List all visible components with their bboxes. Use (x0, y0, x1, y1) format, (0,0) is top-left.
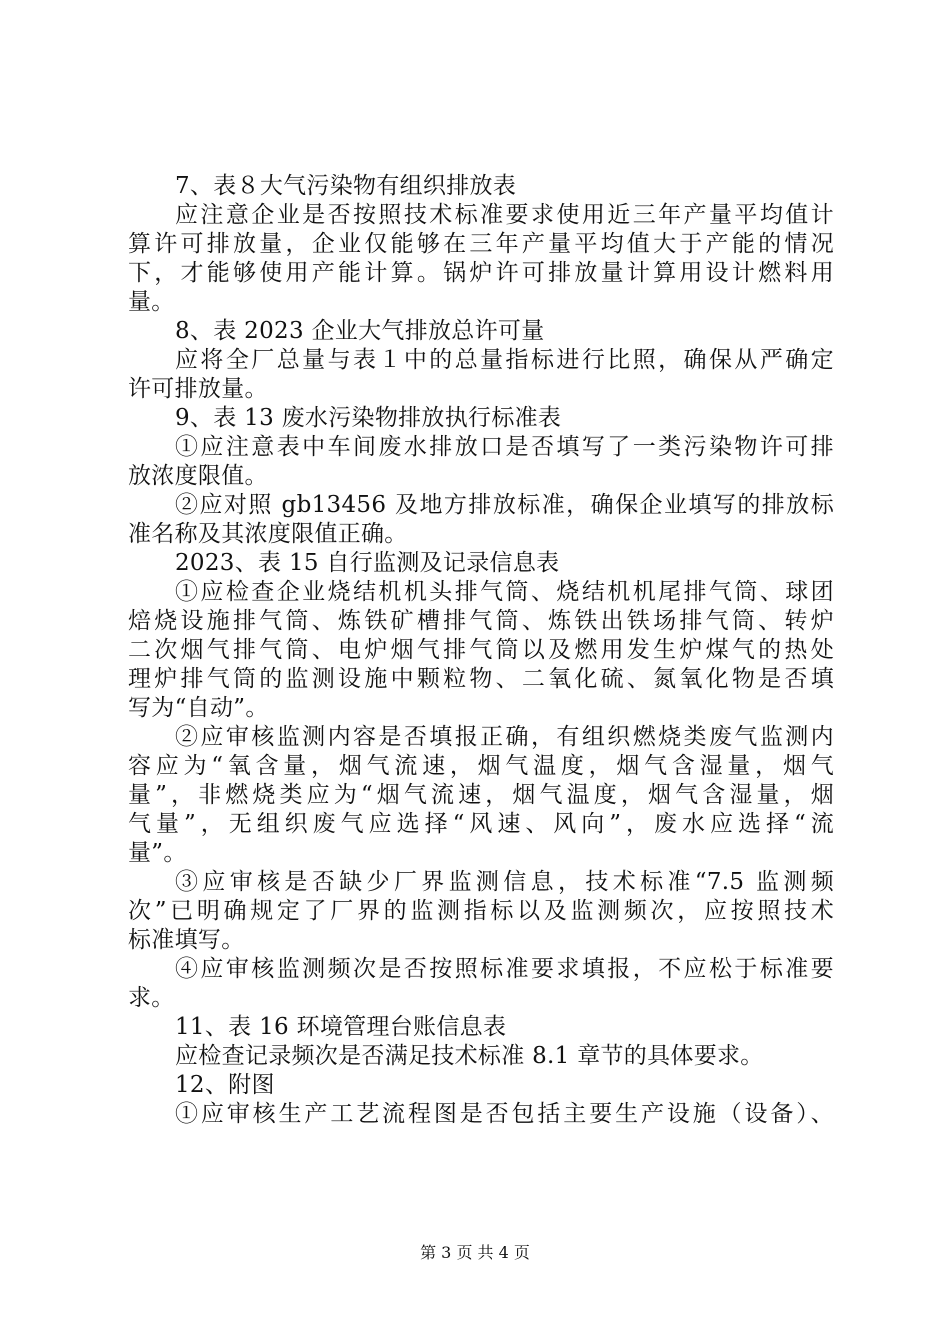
text-line: 下，才能够使用产能计算。锅炉许可排放量计算用设计燃料用 (128, 260, 834, 286)
text-line: 量”，非燃烧类应为“烟气流速，烟气温度，烟气含湿量，烟 (128, 782, 834, 808)
text-line: 理炉排气筒的监测设施中颗粒物、二氧化硫、氮氧化物是否填 (128, 666, 834, 692)
text-line: 标准填写。 (128, 927, 245, 953)
document-body (128, 172, 834, 1129)
text-line: 12、附图 (175, 1072, 275, 1098)
text-line: 11、表 16 环境管理台账信息表 (175, 1014, 507, 1040)
text-line: 应注意企业是否按照技术标准要求使用近三年产量平均值计 (175, 202, 834, 228)
text-line: ①应检查企业烧结机机头排气筒、烧结机机尾排气筒、球团 (175, 579, 834, 605)
text-line: 写为“自动”。 (128, 695, 269, 721)
text-line: ①应审核生产工艺流程图是否包括主要生产设施（设备）、 (175, 1101, 834, 1127)
text-line: 放浓度限值。 (128, 463, 268, 489)
text-line: 气量”，无组织废气应选择“风速、风向”，废水应选择“流 (128, 811, 834, 837)
text-line: 7、表８大气污染物有组织排放表 (175, 173, 517, 199)
text-line: ①应注意表中车间废水排放口是否填写了一类污染物许可排 (175, 434, 834, 460)
page-footer: 第 3 页 共 4 页 (420, 1243, 530, 1262)
text-line: ②应对照 gb13456 及地方排放标准，确保企业填写的排放标 (175, 492, 834, 518)
text-line: ②应审核监测内容是否填报正确，有组织燃烧类废气监测内 (175, 724, 834, 750)
text-line: 容应为“氧含量，烟气流速，烟气温度，烟气含湿量，烟气 (128, 753, 834, 779)
text-line: ③应审核是否缺少厂界监测信息，技术标准“7.5 监测频 (175, 869, 834, 895)
text-line: 准名称及其浓度限值正确。 (128, 521, 408, 547)
text-line: 应将全厂总量与表１中的总量指标进行比照，确保从严确定 (175, 347, 834, 373)
text-line: 8、表 2023 企业大气排放总许可量 (175, 318, 545, 344)
text-line: 2023、表 15 自行监测及记录信息表 (175, 550, 560, 576)
text-line: 9、表 13 废水污染物排放执行标准表 (175, 405, 562, 431)
text-line: 焙烧设施排气筒、炼铁矿槽排气筒、炼铁出铁场排气筒、转炉 (128, 608, 834, 634)
text-line: 量”。 (128, 840, 187, 866)
text-line: ④应审核监测频次是否按照标准要求填报，不应松于标准要 (175, 956, 834, 982)
text-line: 二次烟气排气筒、电炉烟气排气筒以及燃用发生炉煤气的热处 (128, 637, 834, 663)
text-line: 应检查记录频次是否满足技术标准 8.1 章节的具体要求。 (175, 1043, 764, 1069)
text-line: 算许可排放量，企业仅能够在三年产量平均值大于产能的情况 (128, 231, 834, 257)
text-line: 求。 (128, 985, 175, 1011)
text-line: 量。 (128, 289, 175, 315)
text-line: 次”已明确规定了厂界的监测指标以及监测频次，应按照技术 (128, 898, 834, 924)
text-line: 许可排放量。 (128, 376, 268, 402)
